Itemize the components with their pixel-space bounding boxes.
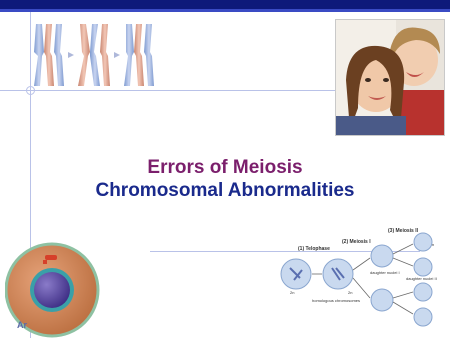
diagram-cell-6 (414, 258, 432, 276)
diagram-cell-7 (414, 283, 432, 301)
title-line-2: Chromosomal Abnormalities (95, 180, 355, 201)
chromosome-icon (30, 22, 160, 88)
chromosome-pair-3 (124, 24, 154, 86)
label-2n-b: 2n (348, 290, 353, 295)
chromosome-pair-2 (78, 24, 110, 86)
stage-1-label: (1) Telophase (298, 246, 330, 252)
slide-title (40, 157, 410, 203)
photo-image (336, 20, 445, 136)
top-bar-strip (0, 9, 450, 12)
diagram-cell-4 (371, 289, 393, 311)
title-line-1: Errors of Meiosis (147, 157, 303, 178)
diagram-cell-3 (371, 245, 393, 267)
guide-line-horizontal (0, 90, 335, 91)
stage-2-label: (2) Meiosis I (342, 239, 371, 245)
label-homologous: homologous chromosomes (312, 298, 361, 303)
stage-3-label: (3) Meiosis II (388, 228, 419, 234)
label-n: n (432, 242, 435, 247)
label-2n: 2n (290, 290, 295, 295)
diagram-cell-2 (323, 259, 353, 289)
label-daughter-2: daughter nuclei II (406, 276, 437, 281)
photo-children (335, 19, 445, 136)
meiosis-diagram (278, 222, 438, 338)
chromosome-pair-1 (34, 24, 64, 86)
label-daughter-1: daughter nuclei I (370, 270, 400, 275)
diagram-cell-8 (414, 308, 432, 326)
top-bar (0, 0, 450, 12)
footer-text: Ar (17, 320, 28, 330)
diagram-cell-5 (414, 233, 435, 251)
